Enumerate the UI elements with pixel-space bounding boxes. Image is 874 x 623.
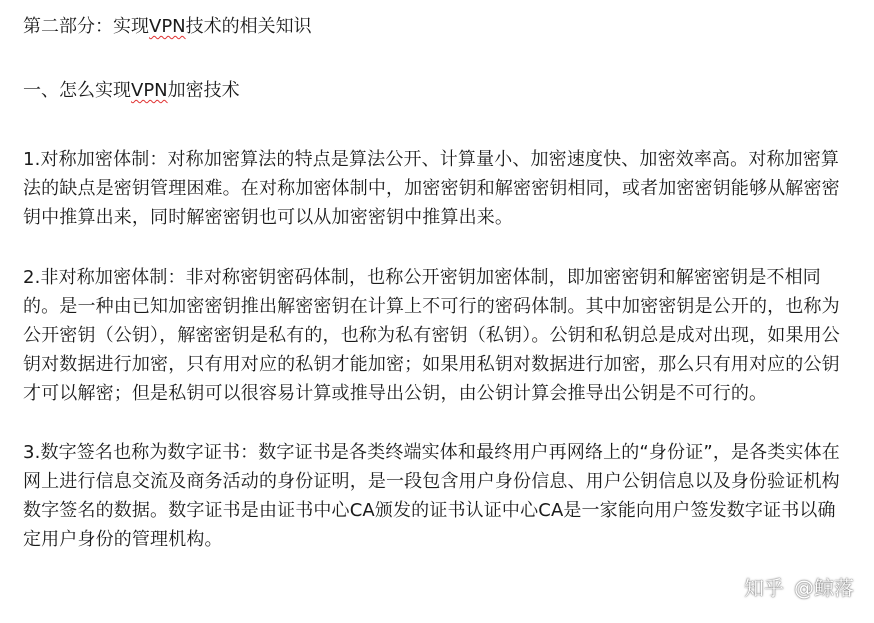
heading-text-post: 技术的相关知识 [185, 16, 312, 37]
spellcheck-vpn: VPN [149, 16, 186, 37]
document-body [23, 0, 853, 554]
section1-heading [23, 40, 853, 104]
heading-text-pre: 一、怎么实现 [23, 80, 131, 101]
watermark-site: 知乎 [744, 576, 784, 600]
heading-text-post: 加密技术 [167, 80, 240, 101]
watermark-author: @鲸落 [794, 576, 854, 600]
paragraph-asymmetric-encryption: 2.非对称加密体制：非对称密钥密码体制，也称公开密钥加密体制，即加密密钥和解密密钥是不相同的。是一种由已知加密密钥推出解密密钥在计算上不可行的密码体制。其中加密密钥是公开的，也称为公开密钥（公钥），解密密钥是私有的，也称为私有密钥（私钥）。公钥和私钥总是成对出现，如果用公钥对数据进行加密，只有用对应的私钥才能加密；如果用私钥对数据进行加密，那么只有用对应的公钥才可以解密；但是私钥可以很容易计算或推导出公钥，由公钥计算会推导出公钥是不可行的。 [23, 267, 840, 404]
paragraph-symmetric-encryption: 1.对称加密体制：对称加密算法的特点是算法公开、计算量小、加密速度快、加密效率高。对称加密算法的缺点是密钥管理困难。在对称加密体制中，加密密钥和解密密钥相同，或者加密密钥能够从解密密钥中推算出来，同时解密密钥也可以从加密密钥中推算出来。 [23, 149, 840, 228]
part2-heading [23, 0, 853, 40]
spellcheck-vpn: VPN [131, 80, 168, 101]
heading-text-pre: 第二部分：实现 [23, 16, 149, 37]
paragraph-digital-certificate: 3.数字签名也称为数字证书：数字证书是各类终端实体和最终用户再网络上的“身份证”，是各类实体在网上进行信息交流及商务活动的身份证明，是一段包含用户身份信息、用户公钥信息以及身份验证机构数字签名的数据。数字证书是由证书中心CA颁发的证书认证中心CA是一家能向用户签发数字证书以确定用户身份的管理机构。 [23, 442, 840, 550]
watermark [744, 572, 854, 601]
